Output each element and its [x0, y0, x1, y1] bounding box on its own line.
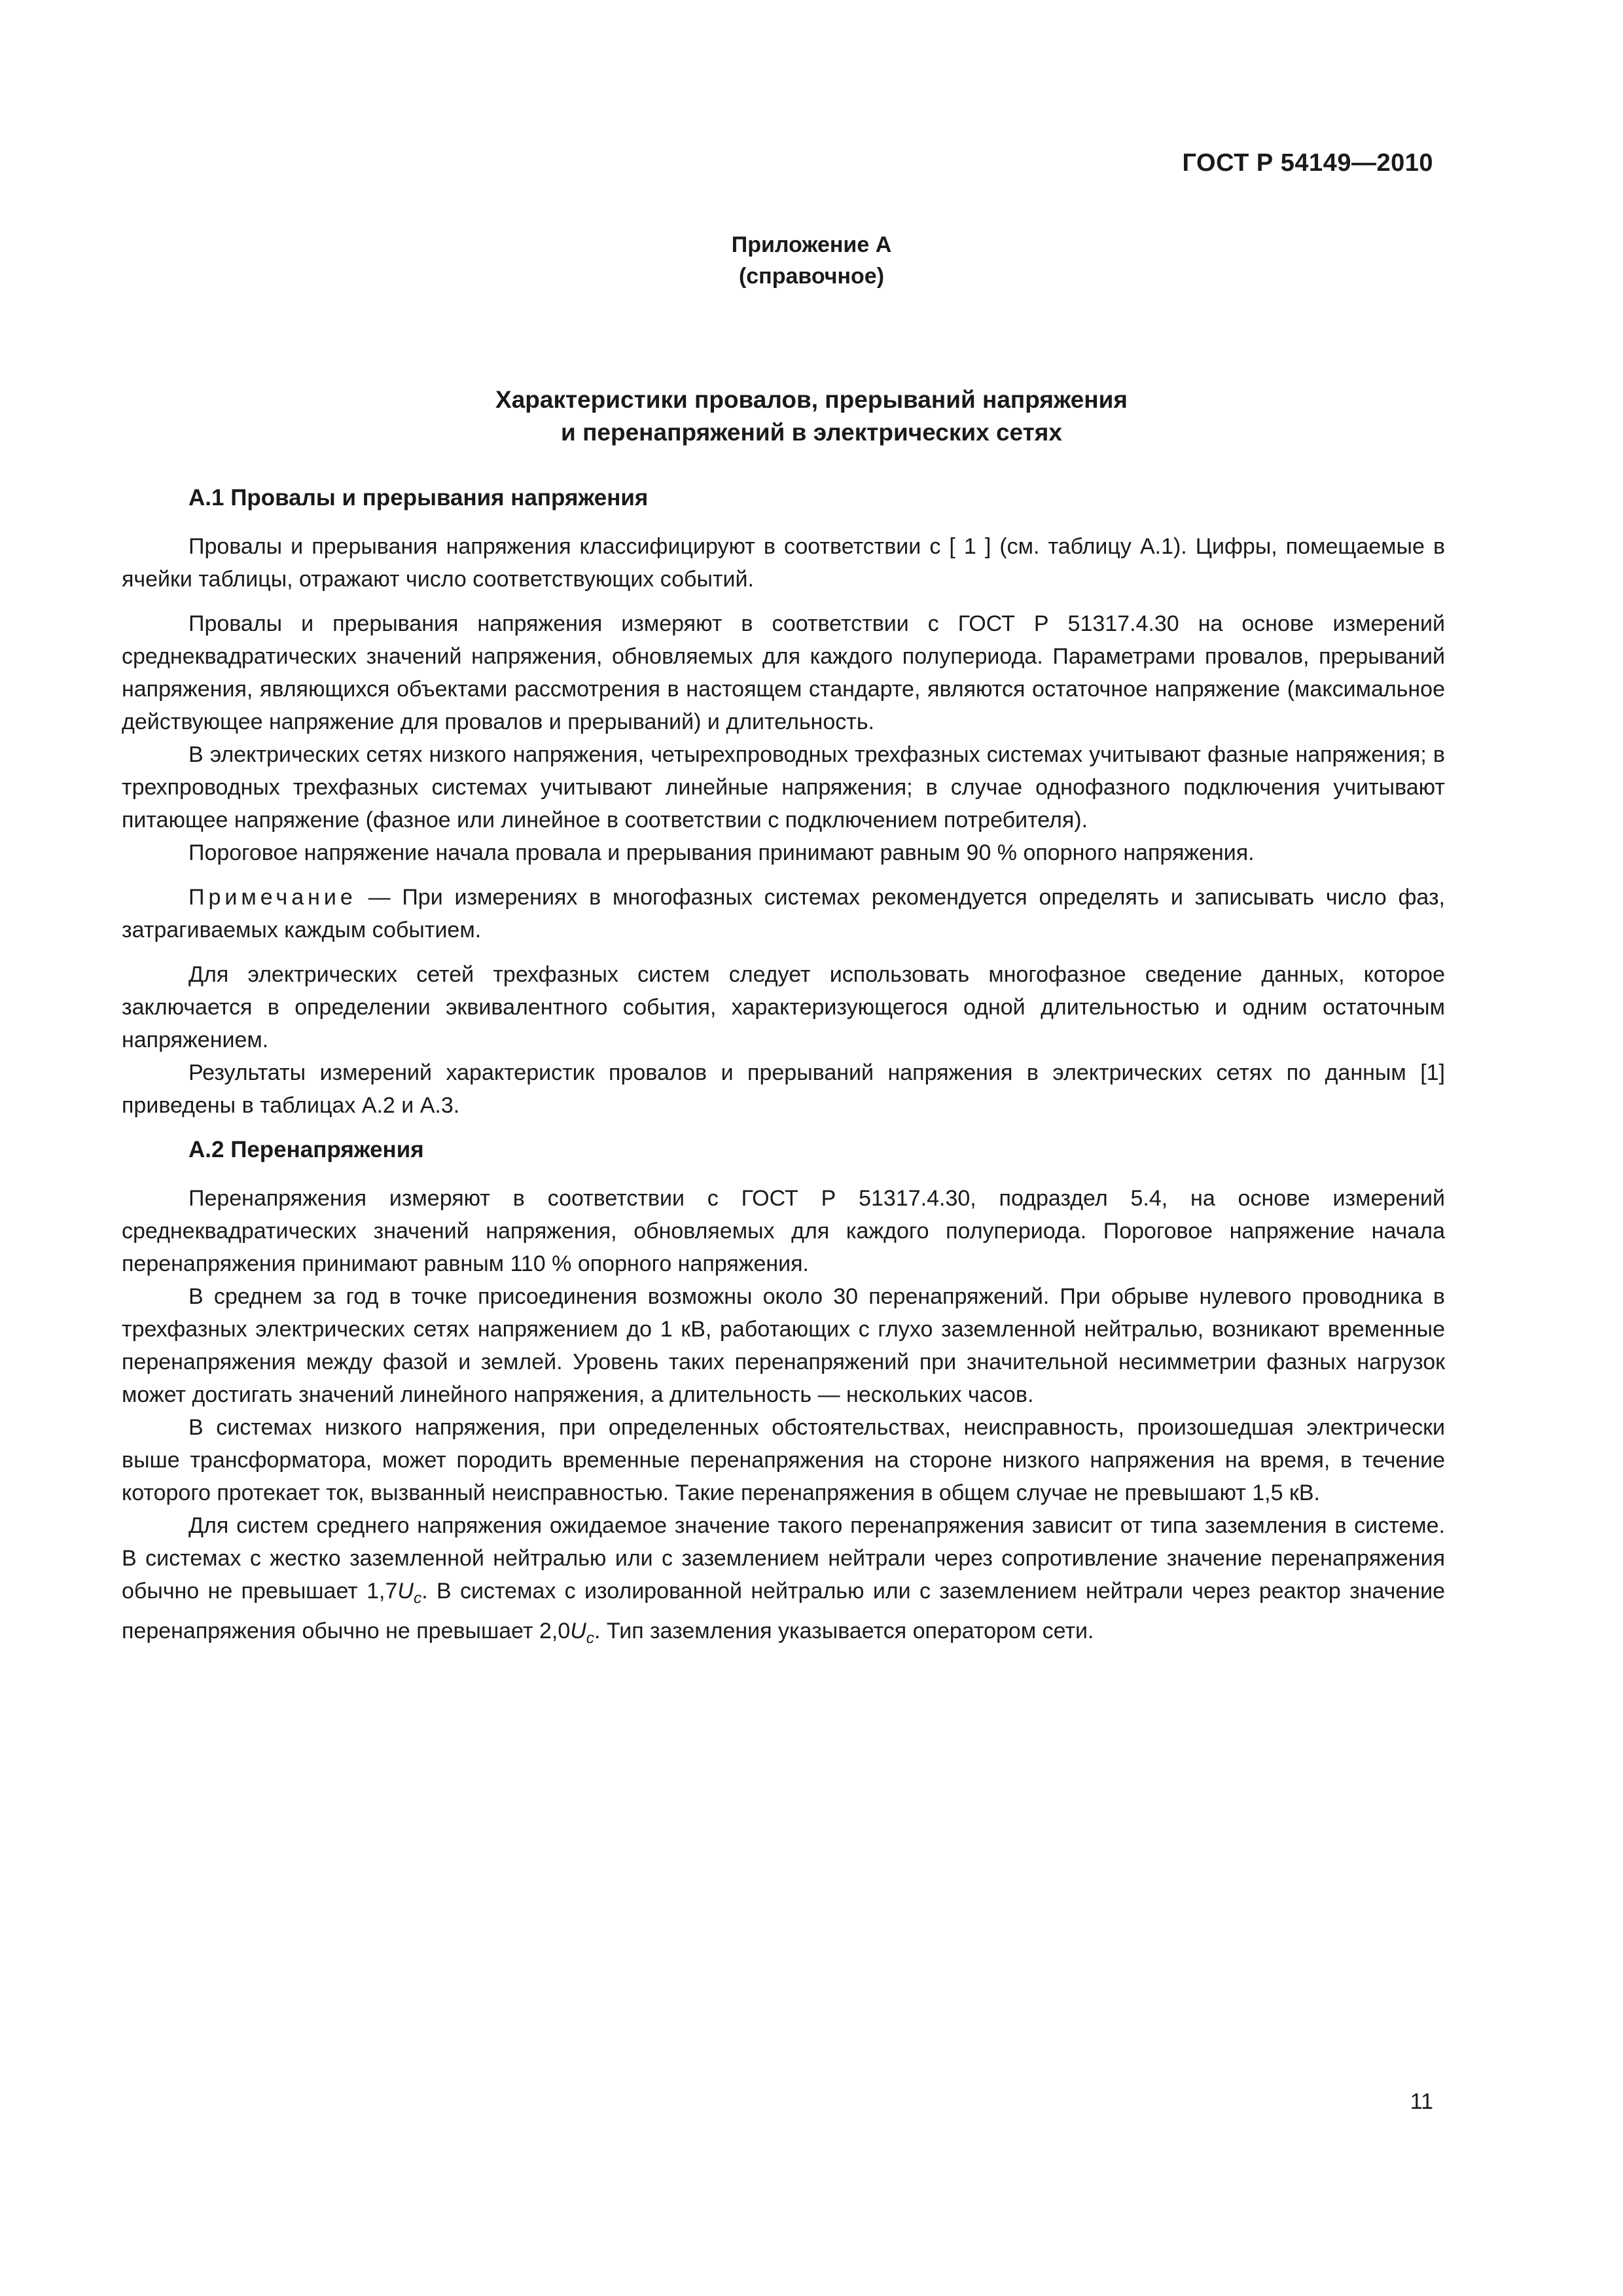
note-text: — При измерениях в многофазных системах рекомендуется определять и записывать число фаз, затрагиваемых каждым событием. — [122, 885, 1445, 942]
text-run: . Тип заземления указывается оператором сети. — [594, 1619, 1094, 1644]
voltage-subscript: c — [586, 1629, 595, 1647]
annex-title: Приложение А — [731, 232, 892, 257]
section-heading-a1: А.1 Провалы и прерывания напряжения — [188, 485, 649, 511]
section-heading-a2: А.2 Перенапряжения — [188, 1137, 424, 1162]
annex-heading — [0, 229, 1623, 292]
document-code: ГОСТ Р 54149—2010 — [1182, 149, 1433, 177]
page-number: 11 — [1410, 2089, 1433, 2114]
paragraph: Пороговое напряжение начала провала и прерывания принимают равным 90 % опорного напряжения. — [188, 840, 1255, 865]
voltage-subscript: c — [413, 1589, 422, 1607]
paragraph: В среднем за год в точке присоединения возможны около 30 перенапряжений. При обрыве нулевого проводника в трехфазных электрических сетях напряжением до 1 кВ, работающих с глухо заземленной нейтралью, возникают временные перенапряжения между фазой и землей. Уровень таких перенапряжений при значительной несимметрии фазных нагрузок может достигать значений линейного напряжения, а длительность — нескольких часов. — [122, 1284, 1445, 1407]
annex-type: (справочное) — [738, 264, 885, 289]
title-line-1: Характеристики провалов, прерываний напряжения — [495, 386, 1128, 413]
voltage-symbol: U — [397, 1579, 414, 1604]
paragraph: Провалы и прерывания напряжения классифицируют в соответствии с [ 1 ] (см. таблицу А.1). Цифры, помещаемые в ячейки таблицы, отражают число соответствующих событий. — [122, 534, 1445, 592]
main-content — [122, 482, 1445, 1655]
document-title — [0, 384, 1623, 449]
paragraph: Результаты измерений характеристик провалов и прерываний напряжения в электрических сетях по данным [1] приведены в таблицах А.2 и А.3. — [122, 1060, 1445, 1118]
paragraph: Провалы и прерывания напряжения измеряют в соответствии с ГОСТ Р 51317.4.30 на основе измерений среднеквадратических значений напряжения, обновляемых для каждого полупериода. Параметрами провалов, прерываний напряжения, являющихся объектами рассмотрения в настоящем стандарте, являются остаточное напряжение (максимальное действующее напряжение для провалов и прерываний) и длительность. — [122, 611, 1445, 734]
paragraph: Перенапряжения измеряют в соответствии с ГОСТ Р 51317.4.30, подраздел 5.4, на основе измерений среднеквадратических значений напряжения, обновляемых для каждого полупериода. Пороговое напряжение начала перенапряжения принимают равным 110 % опорного напряжения. — [122, 1186, 1445, 1276]
note-label: Примечание — [188, 885, 357, 910]
paragraph: Для электрических сетей трехфазных систем следует использовать многофазное сведение данных, которое заключается в определении эквивалентного события, характеризующегося одной длительностью и одним остаточным напряжением. — [122, 962, 1445, 1052]
paragraph: В системах низкого напряжения, при определенных обстоятельствах, неисправность, произошедшая электрически выше трансформатора, может породить временные перенапряжения на стороне низкого напряжения на время, в течение которого протекает ток, вызванный неисправностью. Такие перенапряжения в общем случае не превышают 1,5 кВ. — [122, 1415, 1445, 1505]
text-run: Для систем среднего напряжения ожидаемое значение такого перенапряжения зависит от типа заземления в системе. В системах с жестко заземленной нейтралью или с заземлением нейтрали через сопротивление значение перенапряжения обычно не превышает 1,7 — [122, 1513, 1445, 1604]
note — [122, 881, 1445, 946]
voltage-symbol: U — [570, 1619, 586, 1644]
title-line-2: и перенапряжений в электрических сетях — [561, 419, 1062, 446]
paragraph: В электрических сетях низкого напряжения, четырехпроводных трехфазных системах учитывают фазные напряжения; в трехпроводных трехфазных системах учитывают линейные напряжения; в случае однофазного подключения учитывают питающее напряжение (фазное или линейное в соответствии с подключением потребителя). — [122, 742, 1445, 833]
text-run: . В системах с изолированной нейтралью или с заземлением нейтрали через реактор значение перенапряжения обычно не превышает 2,0 — [122, 1579, 1445, 1644]
paragraph — [122, 1509, 1445, 1655]
